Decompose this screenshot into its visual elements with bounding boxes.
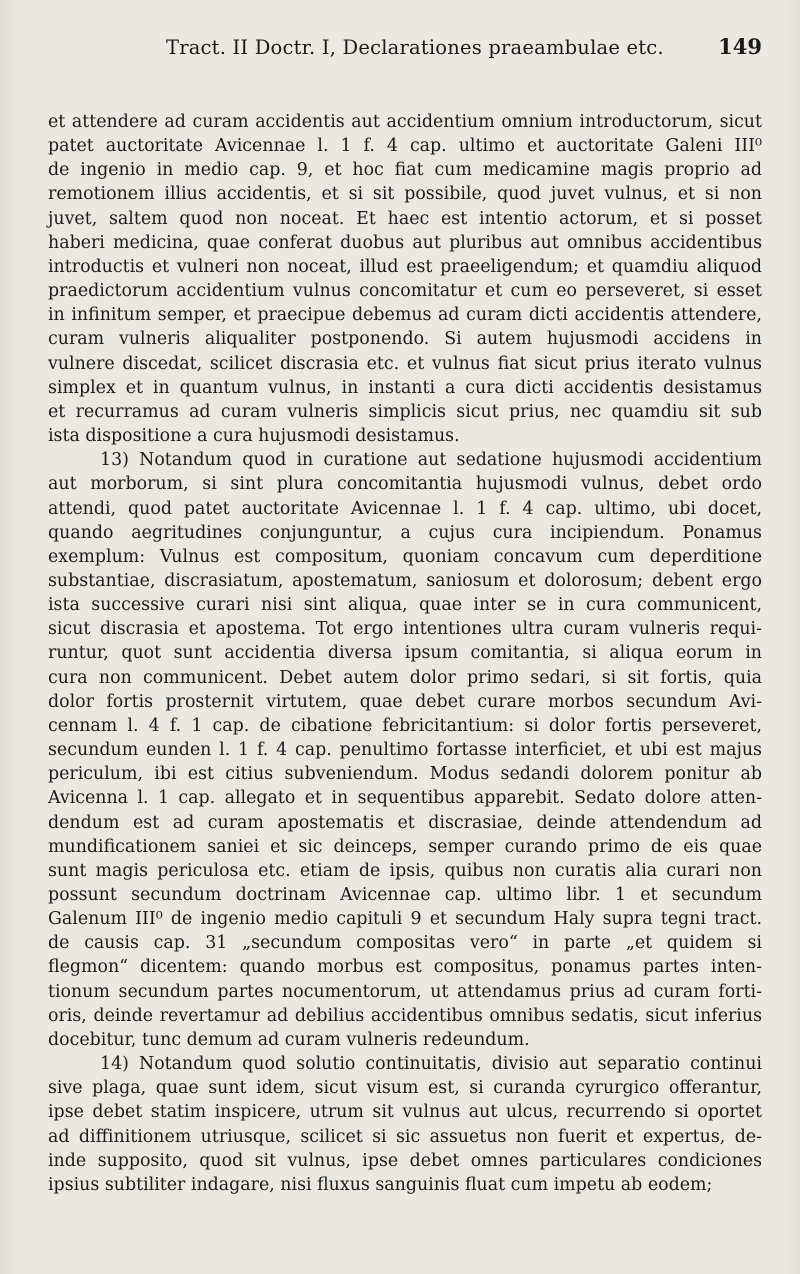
text-line: et attendere ad curam accidentis aut accidentium omnium introductorum, sicut: [48, 112, 762, 132]
paragraph-13: [48, 448, 762, 1052]
text-line: dendum est ad curam apostematis et discrasiae, deinde attendendum ad: [48, 812, 762, 833]
page-number: 149: [718, 34, 762, 59]
text-line: in infinitum semper, et praecipue debemus ad curam dicti accidentis attendere,: [48, 305, 762, 326]
text-line: remotionem illius accidentis, et si sit possibile, quod juvet vulnus, et si non: [48, 184, 762, 205]
text-line: sive plaga, quae sunt idem, sicut visum est, si curanda cyrurgico offerantur,: [48, 1078, 762, 1099]
text-line: praedictorum accidentium vulnus concomitatur et cum eo perseveret, si esset: [48, 281, 762, 302]
text-line: attendi, quod patet auctoritate Avicennae l. 1 f. 4 cap. ultimo, ubi docet,: [48, 498, 762, 519]
text-line: juvet, saltem quod non noceat. Et haec est intentio actorum, et si posset: [48, 208, 762, 229]
text-line: de ingenio in medio cap. 9, et hoc fiat cum medicamine magis proprio ad: [48, 160, 762, 181]
text-line: secundum eunden l. 1 f. 4 cap. penultimo fortasse interficiet, et ubi est majus: [48, 740, 762, 761]
text-line: sunt magis periculosa etc. etiam de ipsis, quibus non curatis alia curari non: [48, 860, 762, 881]
text-line: de causis cap. 31 „secundum compositas vero“ in parte „et quidem si: [48, 933, 762, 954]
paragraph-14: [48, 1052, 762, 1197]
text-line: oris, deinde revertamur ad debilius accidentibus omnibus sedatis, sicut inferius: [48, 1005, 762, 1026]
body-text: [48, 110, 762, 1197]
text-line: 13) Notandum quod in curatione aut sedatione hujusmodi accidentium: [100, 450, 762, 471]
text-line: quando aegritudines conjunguntur, a cujus cura incipiendum. Ponamus: [48, 522, 762, 543]
text-line: docebitur, tunc demum ad curam vulneris redeundum.: [48, 1029, 530, 1050]
text-line: aut morborum, si sint plura concomitantia hujusmodi vulnus, debet ordo: [48, 474, 762, 495]
text-line: Avicenna l. 1 cap. allegato et in sequentibus apparebit. Sedato dolore atten-: [48, 788, 762, 809]
text-line: et recurramus ad curam vulneris simplicis sicut prius, nec quamdiu sit sub: [48, 401, 762, 422]
text-line: substantiae, discrasiatum, apostematum, saniosum et dolorosum; debent ergo: [48, 570, 762, 591]
text-line: ad diffinitionem utriusque, scilicet si sic assuetus non fuerit et expertus, de-: [48, 1126, 762, 1147]
text-line: 14) Notandum quod solutio continuitatis, divisio aut separatio continui: [100, 1054, 762, 1075]
text-line: ipse debet statim inspicere, utrum sit vulnus aut ulcus, recurrendo si oportet: [48, 1102, 762, 1123]
text-line: ista successive curari nisi sint aliqua, quae inter se in cura communicent,: [48, 595, 762, 616]
paragraph-continuation: [48, 110, 762, 448]
text-line: sicut discrasia et apostema. Tot ergo intentiones ultra curam vulneris requi-: [48, 619, 762, 640]
text-line: periculum, ibi est citius subveniendum. Modus sedandi dolorem ponitur ab: [48, 764, 762, 785]
text-line: ipsius subtiliter indagare, nisi fluxus sanguinis fluat cum impetu ab eodem;: [48, 1174, 713, 1195]
text-line: simplex et in quantum vulnus, in instanti a cura dicti accidentis desistamus: [48, 377, 762, 398]
text-line: cura non communicent. Debet autem dolor primo sedari, si sit fortis, quia: [48, 667, 762, 688]
text-line: flegmon“ dicentem: quando morbus est compositus, ponamus partes inten-: [48, 957, 762, 978]
page-header: [48, 34, 762, 74]
text-line: patet auctoritate Avicennae l. 1 f. 4 cap. ultimo et auctoritate Galeni III⁰: [48, 136, 762, 157]
text-line: possunt secundum doctrinam Avicennae cap. ultimo libr. 1 et secundum: [48, 885, 762, 905]
text-line: inde supposito, quod sit vulnus, ipse debet omnes particulares condiciones: [48, 1150, 762, 1171]
text-line: exemplum: Vulnus est compositum, quoniam concavum cum deperditione: [48, 546, 762, 567]
text-line: vulnere discedat, scilicet discrasia etc. et vulnus fiat sicut prius iterato vulnus: [48, 353, 762, 374]
text-line: tionum secundum partes nocumentorum, ut attendamus prius ad curam forti-: [48, 981, 762, 1002]
text-line: mundificationem saniei et sic deinceps, semper curando primo de eis quae: [48, 836, 762, 857]
text-line: Galenum III⁰ de ingenio medio capituli 9 et secundum Haly supra tegni tract.: [48, 909, 762, 930]
running-head: Tract. II Doctr. I, Declarationes praeambulae etc.: [166, 36, 664, 59]
text-line: cennam l. 4 f. 1 cap. de cibatione febricitantium: si dolor fortis perseveret,: [48, 715, 762, 736]
text-line: ista dispositione a cura hujusmodi desistamus.: [48, 426, 460, 447]
text-line: runtur, quot sunt accidentia diversa ipsum comitantia, si aliqua eorum in: [48, 643, 762, 664]
text-line: dolor fortis prosternit virtutem, quae debet curare morbos secundum Avi-: [48, 691, 762, 712]
text-line: introductis et vulneri non noceat, illud est praeeligendum; et quamdiu aliquod: [48, 256, 762, 277]
text-line: curam vulneris aliqualiter postponendo. Si autem hujusmodi accidens in: [48, 329, 762, 350]
text-line: haberi medicina, quae conferat duobus aut pluribus aut omnibus accidentibus: [48, 232, 762, 253]
